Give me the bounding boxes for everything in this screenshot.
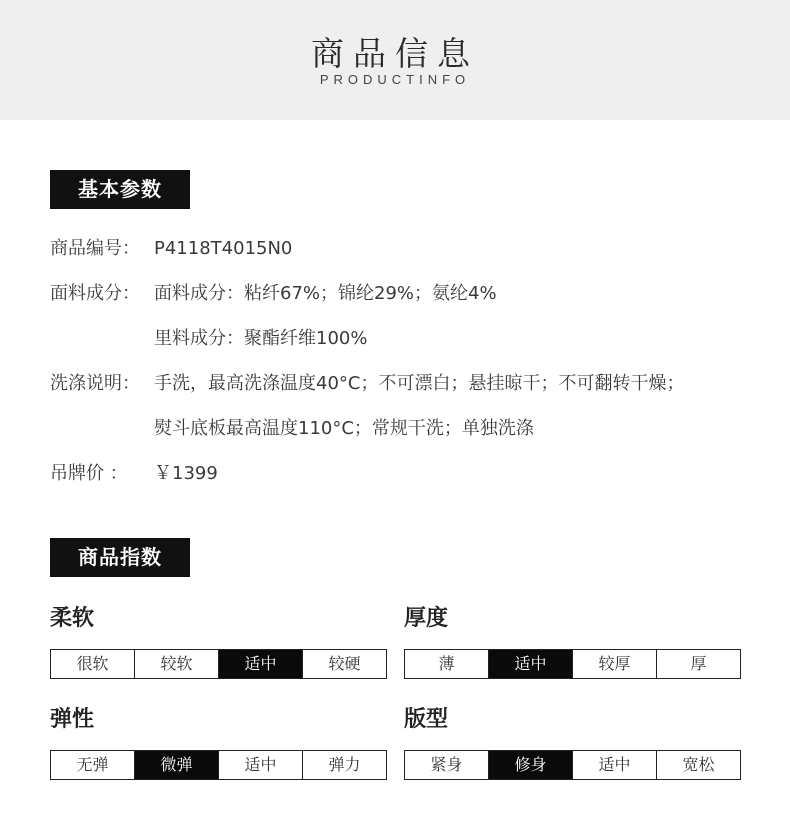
scale-option: 厚 — [657, 650, 740, 678]
metric-scale-softness — [50, 649, 387, 679]
scale-option: 较硬 — [303, 650, 386, 678]
scale-option-selected: 适中 — [219, 650, 303, 678]
param-value: 面料成分：粘纤67%；锦纶29%；氨纶4% — [154, 283, 497, 304]
scale-option: 适中 — [573, 751, 657, 779]
scale-option-selected: 修身 — [489, 751, 573, 779]
param-label: 商品编号： — [50, 238, 140, 259]
scale-option: 弹力 — [303, 751, 386, 779]
metric-title-softness: 柔软 — [50, 606, 95, 631]
metric-scale-fit — [404, 750, 741, 780]
metric-scale-thickness — [404, 649, 741, 679]
param-value: 熨斗底板最高温度110°C；常规干洗；单独洗涤 — [154, 418, 534, 439]
scale-option: 无弹 — [51, 751, 135, 779]
page-title: 商品信息 — [311, 34, 479, 73]
param-value: 手洗，最高洗涤温度40°C；不可漂白；悬挂晾干；不可翻转干燥； — [154, 373, 685, 394]
scale-option: 较软 — [135, 650, 219, 678]
scale-option: 宽松 — [657, 751, 740, 779]
param-label: 洗涤说明： — [50, 373, 140, 394]
param-value: ￥1399 — [154, 463, 218, 484]
scale-option-selected: 微弹 — [135, 751, 219, 779]
basic-params-tag: 基本参数 — [50, 170, 190, 209]
scale-option: 较厚 — [573, 650, 657, 678]
param-label: 吊牌价 ： — [50, 463, 128, 484]
scale-option: 适中 — [219, 751, 303, 779]
metric-title-elasticity: 弹性 — [50, 707, 95, 732]
metric-title-thickness: 厚度 — [404, 606, 449, 631]
param-value: 里料成分：聚酯纤维100% — [154, 328, 368, 349]
param-value: P4118T4015N0 — [154, 238, 293, 259]
scale-option: 很软 — [51, 650, 135, 678]
metric-scale-elasticity — [50, 750, 387, 780]
product-index-tag: 商品指数 — [50, 538, 190, 577]
param-label: 面料成分： — [50, 283, 140, 304]
metric-title-fit: 版型 — [404, 707, 449, 732]
scale-option: 紧身 — [405, 751, 489, 779]
scale-option-selected: 适中 — [489, 650, 573, 678]
header-banner — [0, 0, 790, 120]
page-subtitle: PRODUCTINFO — [319, 72, 471, 87]
scale-option: 薄 — [405, 650, 489, 678]
